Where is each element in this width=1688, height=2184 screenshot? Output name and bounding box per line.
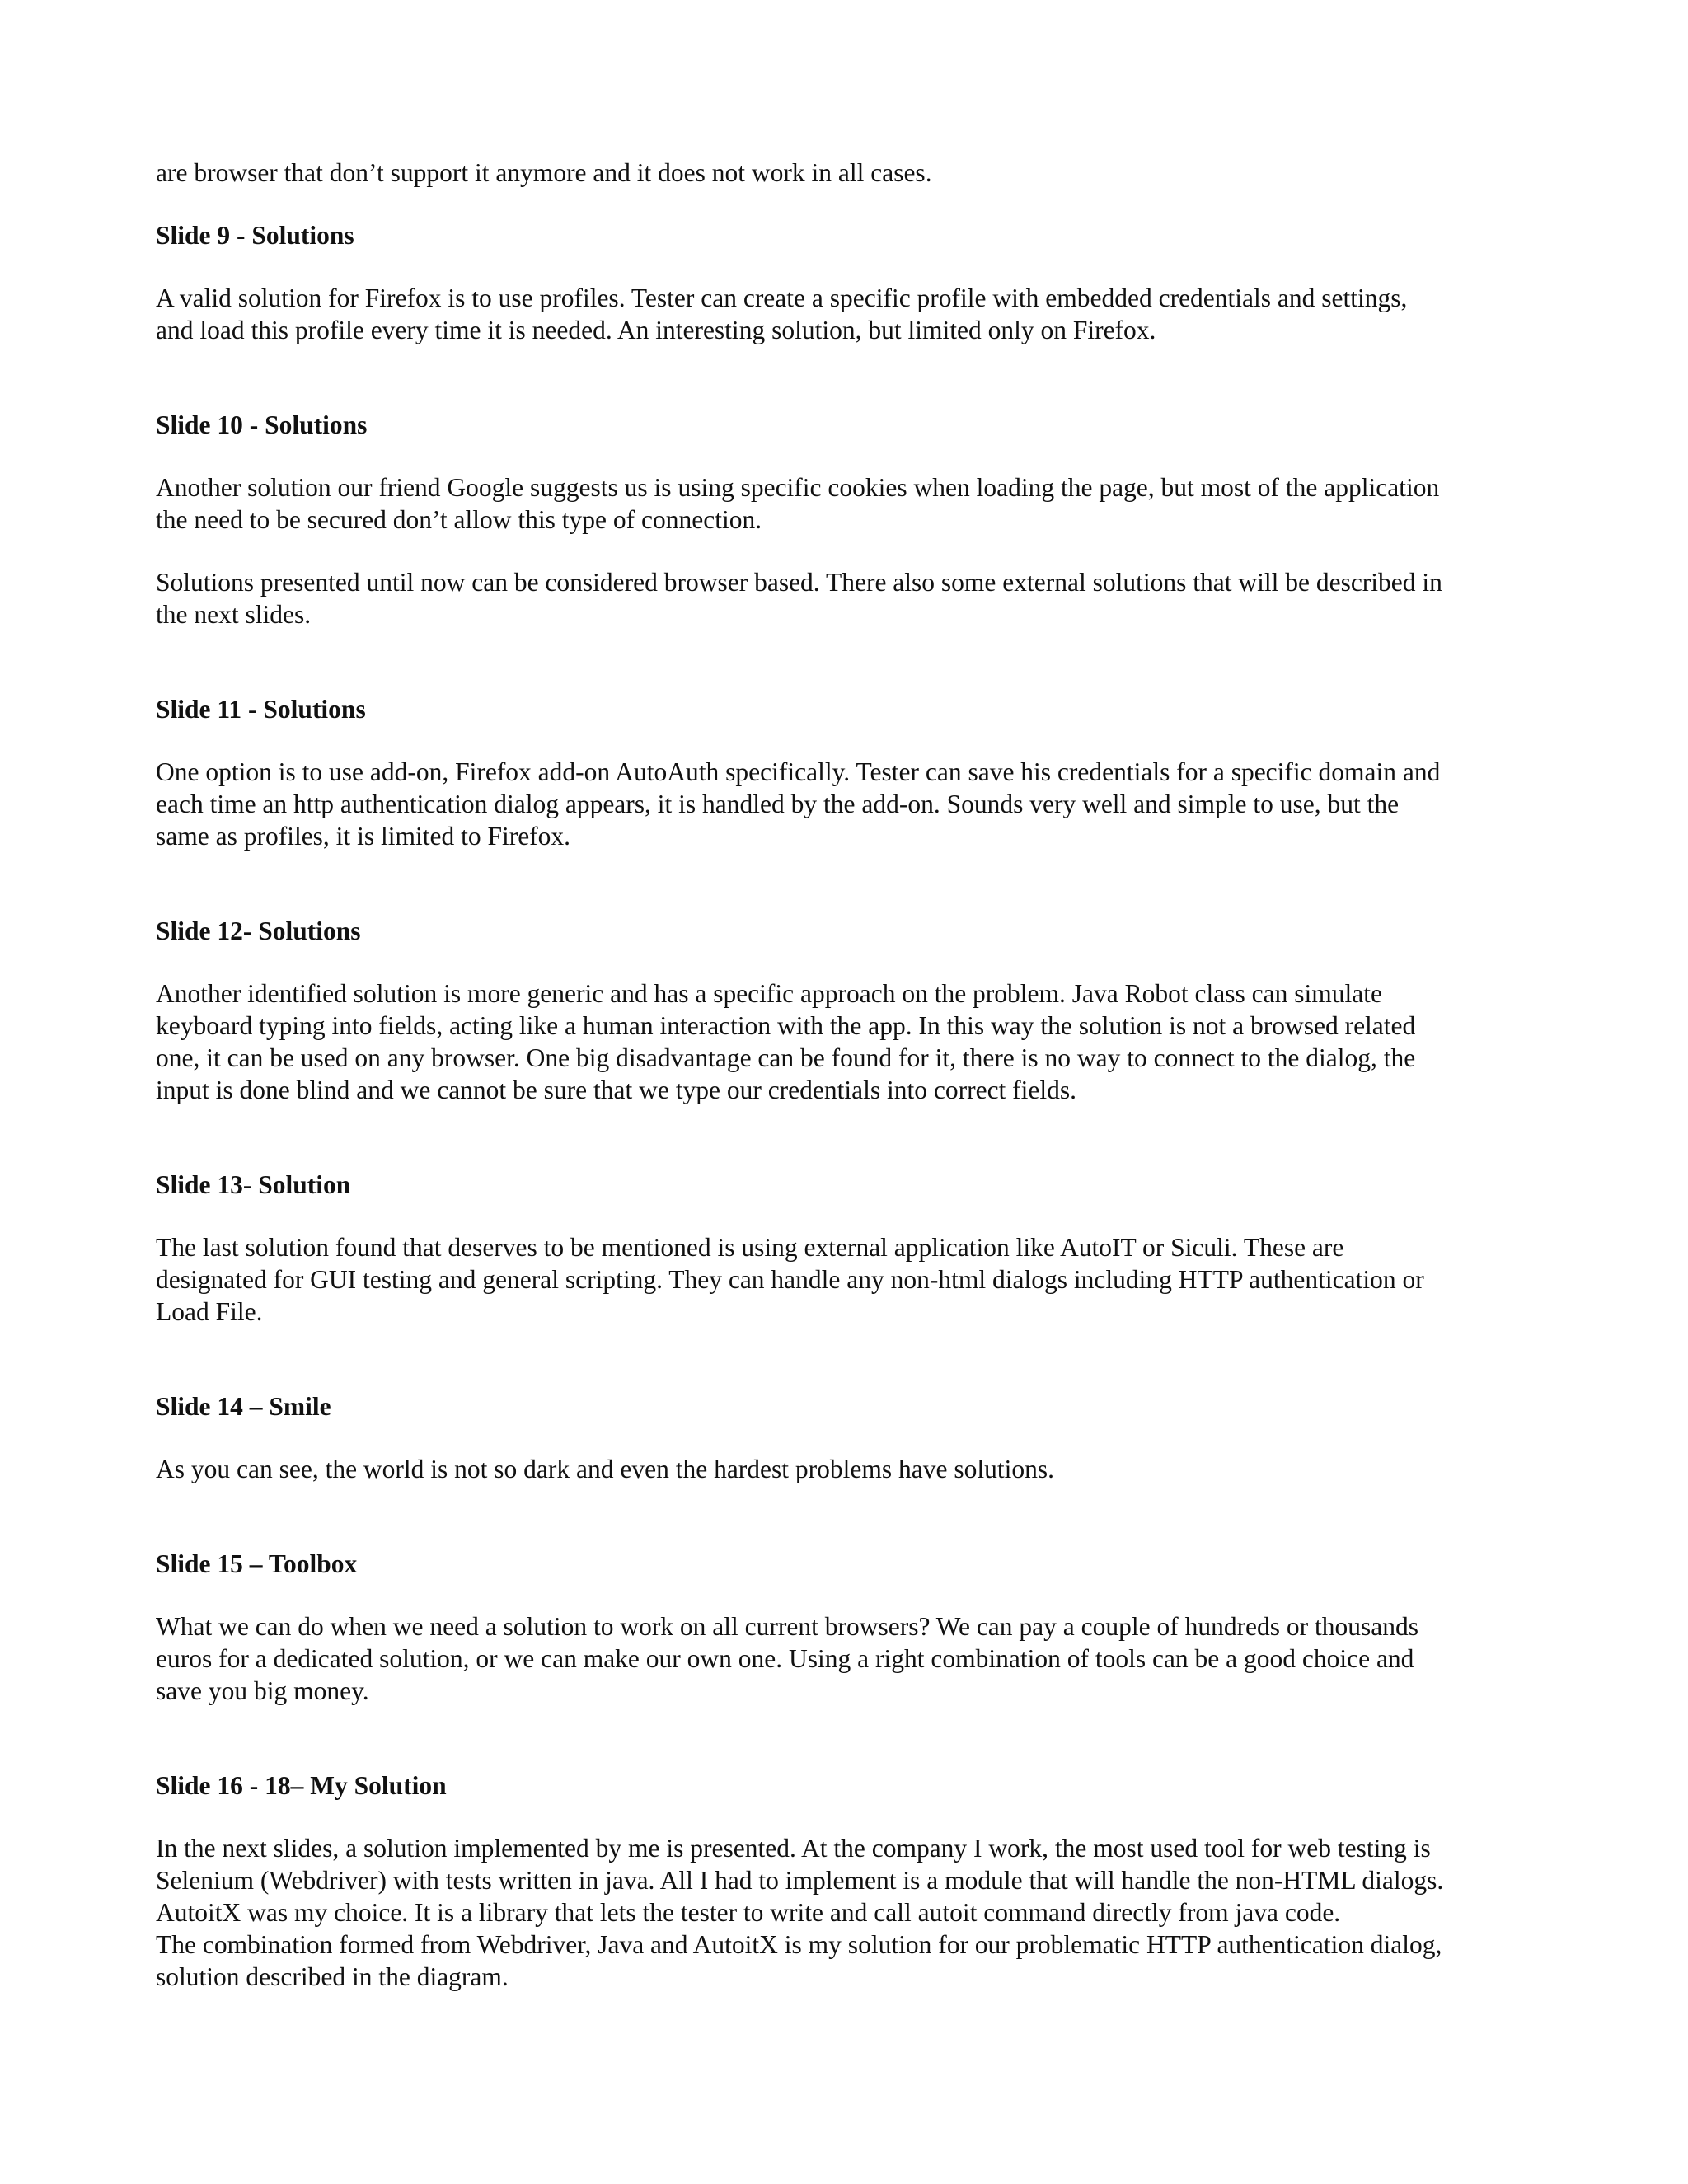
section-heading-slide-9: Slide 9 - Solutions bbox=[156, 221, 354, 250]
document-body bbox=[156, 157, 1557, 1993]
section-paragraph bbox=[156, 282, 1557, 346]
text-line: The combination formed from Webdriver, Java and AutoitX is my solution for our problematic HTTP authentication dialog, bbox=[156, 1930, 1442, 1959]
section-heading-slide-11: Slide 11 - Solutions bbox=[156, 695, 366, 724]
text-line: one, it can be used on any browser. One big disadvantage can be found for it, there is no way to connect to the dialog, the bbox=[156, 1043, 1416, 1072]
text-line: solution described in the diagram. bbox=[156, 1962, 509, 1991]
text-line: each time an http authentication dialog appears, it is handled by the add-on. Sounds very well and simple to use, but the bbox=[156, 790, 1400, 818]
section-heading-slide-16-18: Slide 16 - 18– My Solution bbox=[156, 1771, 447, 1800]
text-line: euros for a dedicated solution, or we can make our own one. Using a right combination of tools can be a good choice and bbox=[156, 1644, 1414, 1673]
section-paragraph bbox=[156, 1832, 1557, 1993]
text-line: keyboard typing into fields, acting like a human interaction with the app. In this way the solution is not a browsed related bbox=[156, 1011, 1416, 1040]
text-line: input is done blind and we cannot be sure that we type our credentials into correct fields. bbox=[156, 1076, 1077, 1104]
text-line: Another identified solution is more generic and has a specific approach on the problem. Java Robot class can simulate bbox=[156, 979, 1382, 1008]
text-line: What we can do when we need a solution to work on all current browsers? We can pay a couple of hundreds or thousands bbox=[156, 1612, 1419, 1641]
section-heading-slide-10: Slide 10 - Solutions bbox=[156, 410, 368, 439]
section-paragraph bbox=[156, 1453, 1557, 1485]
text-line: and load this profile every time it is needed. An interesting solution, but limited only on Firefox. bbox=[156, 316, 1156, 344]
text-line: save you big money. bbox=[156, 1676, 369, 1705]
text-line: same as profiles, it is limited to Firefox. bbox=[156, 822, 571, 851]
text-line: are browser that don’t support it anymore and it does not work in all cases. bbox=[156, 158, 932, 187]
text-line: Solutions presented until now can be considered browser based. There also some external solutions that will be described in bbox=[156, 568, 1442, 597]
text-line: As you can see, the world is not so dark and even the hardest problems have solutions. bbox=[156, 1455, 1055, 1483]
section-heading-slide-15: Slide 15 – Toolbox bbox=[156, 1549, 358, 1578]
section-paragraph bbox=[156, 977, 1557, 1106]
text-line: Load File. bbox=[156, 1297, 263, 1326]
section-heading-slide-13: Slide 13- Solution bbox=[156, 1170, 351, 1199]
text-line: In the next slides, a solution implemented by me is presented. At the company I work, the most used tool for web testing is bbox=[156, 1834, 1431, 1863]
section-paragraph bbox=[156, 471, 1557, 536]
text-line: the need to be secured don’t allow this type of connection. bbox=[156, 505, 762, 534]
section-heading-slide-12: Slide 12- Solutions bbox=[156, 916, 361, 945]
section-paragraph bbox=[156, 566, 1557, 630]
section-paragraph bbox=[156, 756, 1557, 852]
section-paragraph bbox=[156, 1610, 1557, 1707]
text-line: The last solution found that deserves to be mentioned is using external application like AutoIT or Siculi. These are bbox=[156, 1233, 1344, 1262]
text-line: AutoitX was my choice. It is a library that lets the tester to write and call autoit command directly from java code. bbox=[156, 1898, 1341, 1927]
section-heading-slide-14: Slide 14 – Smile bbox=[156, 1392, 331, 1421]
text-line: A valid solution for Firefox is to use profiles. Tester can create a specific profile with embedded credentials and settings, bbox=[156, 284, 1408, 312]
section-paragraph bbox=[156, 1231, 1557, 1328]
intro-paragraph bbox=[156, 157, 1557, 189]
text-line: the next slides. bbox=[156, 600, 312, 629]
text-line: One option is to use add-on, Firefox add-on AutoAuth specifically. Tester can save his credentials for a specific domain and bbox=[156, 757, 1441, 786]
text-line: Selenium (Webdriver) with tests written in java. All I had to implement is a module that will handle the non-HTML dialogs. bbox=[156, 1866, 1444, 1895]
text-line: designated for GUI testing and general scripting. They can handle any non-html dialogs including HTTP authentication or bbox=[156, 1265, 1424, 1294]
text-line: Another solution our friend Google suggests us is using specific cookies when loading the page, but most of the application bbox=[156, 473, 1440, 502]
